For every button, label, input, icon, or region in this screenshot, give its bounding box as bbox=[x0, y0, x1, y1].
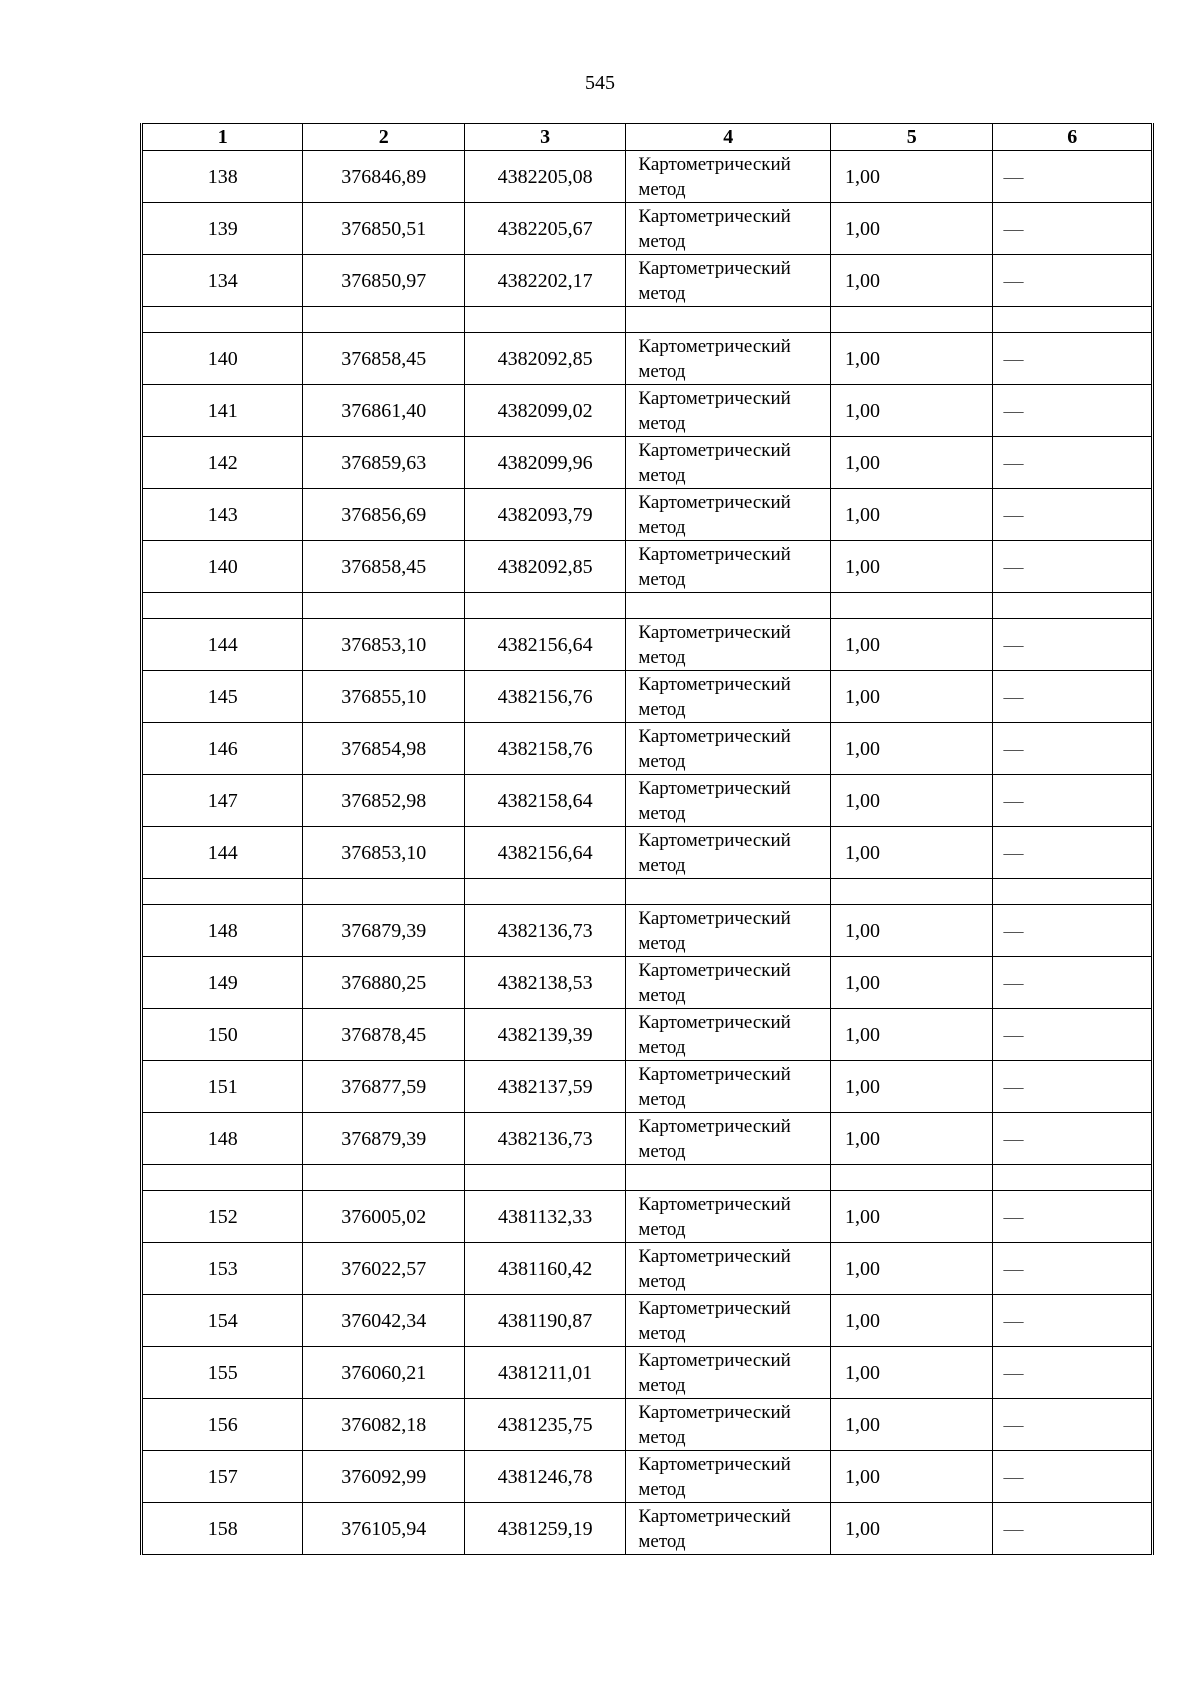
y-coordinate-cell: 4382092,85 bbox=[464, 541, 625, 593]
table-row bbox=[142, 1113, 1153, 1165]
y-coordinate-cell: 4382136,73 bbox=[464, 1113, 625, 1165]
y-coordinate-cell: 4382138,53 bbox=[464, 957, 625, 1009]
table-body bbox=[142, 151, 1153, 1555]
table-row bbox=[142, 1243, 1153, 1295]
note-cell: — bbox=[993, 1113, 1153, 1165]
table-row bbox=[142, 1399, 1153, 1451]
note-cell: — bbox=[993, 671, 1153, 723]
y-coordinate-cell: 4382156,76 bbox=[464, 671, 625, 723]
note-cell: — bbox=[993, 151, 1153, 203]
method-cell: Картометрический метод bbox=[626, 151, 831, 203]
y-coordinate-cell: 4382205,67 bbox=[464, 203, 625, 255]
table-row bbox=[142, 1295, 1153, 1347]
header-cell-3: 3 bbox=[464, 124, 625, 151]
table-row bbox=[142, 775, 1153, 827]
method-cell: Картометрический метод bbox=[626, 1191, 831, 1243]
x-coordinate-cell: 376878,45 bbox=[303, 1009, 464, 1061]
accuracy-cell: 1,00 bbox=[831, 1399, 993, 1451]
note-cell: — bbox=[993, 333, 1153, 385]
empty-cell bbox=[626, 593, 831, 619]
table-row bbox=[142, 1009, 1153, 1061]
point-number-cell: 156 bbox=[142, 1399, 303, 1451]
y-coordinate-cell: 4382099,02 bbox=[464, 385, 625, 437]
y-coordinate-cell: 4381246,78 bbox=[464, 1451, 625, 1503]
table-row bbox=[142, 1191, 1153, 1243]
empty-cell bbox=[142, 879, 303, 905]
accuracy-cell: 1,00 bbox=[831, 1295, 993, 1347]
x-coordinate-cell: 376879,39 bbox=[303, 905, 464, 957]
table-row bbox=[142, 385, 1153, 437]
table-row bbox=[142, 1347, 1153, 1399]
separator-row bbox=[142, 879, 1153, 905]
accuracy-cell: 1,00 bbox=[831, 671, 993, 723]
accuracy-cell: 1,00 bbox=[831, 203, 993, 255]
empty-cell bbox=[831, 307, 993, 333]
x-coordinate-cell: 376856,69 bbox=[303, 489, 464, 541]
accuracy-cell: 1,00 bbox=[831, 1347, 993, 1399]
accuracy-cell: 1,00 bbox=[831, 1191, 993, 1243]
table-row bbox=[142, 437, 1153, 489]
x-coordinate-cell: 376005,02 bbox=[303, 1191, 464, 1243]
x-coordinate-cell: 376858,45 bbox=[303, 333, 464, 385]
note-cell: — bbox=[993, 255, 1153, 307]
x-coordinate-cell: 376855,10 bbox=[303, 671, 464, 723]
note-cell: — bbox=[993, 1191, 1153, 1243]
empty-cell bbox=[464, 879, 625, 905]
point-number-cell: 153 bbox=[142, 1243, 303, 1295]
empty-cell bbox=[303, 1165, 464, 1191]
header-cell-4: 4 bbox=[626, 124, 831, 151]
empty-cell bbox=[142, 1165, 303, 1191]
table-row bbox=[142, 905, 1153, 957]
x-coordinate-cell: 376850,51 bbox=[303, 203, 464, 255]
accuracy-cell: 1,00 bbox=[831, 957, 993, 1009]
note-cell: — bbox=[993, 1295, 1153, 1347]
note-cell: — bbox=[993, 1399, 1153, 1451]
note-cell: — bbox=[993, 1503, 1153, 1555]
y-coordinate-cell: 4382136,73 bbox=[464, 905, 625, 957]
method-cell: Картометрический метод bbox=[626, 671, 831, 723]
point-number-cell: 143 bbox=[142, 489, 303, 541]
y-coordinate-cell: 4381160,42 bbox=[464, 1243, 625, 1295]
method-cell: Картометрический метод bbox=[626, 333, 831, 385]
accuracy-cell: 1,00 bbox=[831, 619, 993, 671]
point-number-cell: 140 bbox=[142, 333, 303, 385]
y-coordinate-cell: 4382158,76 bbox=[464, 723, 625, 775]
x-coordinate-cell: 376022,57 bbox=[303, 1243, 464, 1295]
empty-cell bbox=[831, 1165, 993, 1191]
method-cell: Картометрический метод bbox=[626, 1009, 831, 1061]
accuracy-cell: 1,00 bbox=[831, 1113, 993, 1165]
separator-row bbox=[142, 1165, 1153, 1191]
table-row bbox=[142, 1503, 1153, 1555]
point-number-cell: 142 bbox=[142, 437, 303, 489]
method-cell: Картометрический метод bbox=[626, 385, 831, 437]
point-number-cell: 145 bbox=[142, 671, 303, 723]
point-number-cell: 151 bbox=[142, 1061, 303, 1113]
method-cell: Картометрический метод bbox=[626, 1295, 831, 1347]
y-coordinate-cell: 4381235,75 bbox=[464, 1399, 625, 1451]
point-number-cell: 139 bbox=[142, 203, 303, 255]
empty-cell bbox=[626, 1165, 831, 1191]
accuracy-cell: 1,00 bbox=[831, 1061, 993, 1113]
x-coordinate-cell: 376879,39 bbox=[303, 1113, 464, 1165]
point-number-cell: 144 bbox=[142, 619, 303, 671]
method-cell: Картометрический метод bbox=[626, 957, 831, 1009]
accuracy-cell: 1,00 bbox=[831, 1451, 993, 1503]
point-number-cell: 148 bbox=[142, 905, 303, 957]
table-row bbox=[142, 489, 1153, 541]
header-cell-5: 5 bbox=[831, 124, 993, 151]
note-cell: — bbox=[993, 905, 1153, 957]
empty-cell bbox=[142, 307, 303, 333]
point-number-cell: 154 bbox=[142, 1295, 303, 1347]
method-cell: Картометрический метод bbox=[626, 1451, 831, 1503]
note-cell: — bbox=[993, 385, 1153, 437]
x-coordinate-cell: 376853,10 bbox=[303, 827, 464, 879]
note-cell: — bbox=[993, 1347, 1153, 1399]
table-row bbox=[142, 723, 1153, 775]
separator-row bbox=[142, 593, 1153, 619]
point-number-cell: 141 bbox=[142, 385, 303, 437]
point-number-cell: 150 bbox=[142, 1009, 303, 1061]
point-number-cell: 144 bbox=[142, 827, 303, 879]
point-number-cell: 134 bbox=[142, 255, 303, 307]
x-coordinate-cell: 376042,34 bbox=[303, 1295, 464, 1347]
x-coordinate-cell: 376859,63 bbox=[303, 437, 464, 489]
note-cell: — bbox=[993, 1451, 1153, 1503]
note-cell: — bbox=[993, 541, 1153, 593]
y-coordinate-cell: 4381259,19 bbox=[464, 1503, 625, 1555]
empty-cell bbox=[831, 593, 993, 619]
x-coordinate-cell: 376060,21 bbox=[303, 1347, 464, 1399]
point-number-cell: 152 bbox=[142, 1191, 303, 1243]
method-cell: Картометрический метод bbox=[626, 1399, 831, 1451]
note-cell: — bbox=[993, 1009, 1153, 1061]
empty-cell bbox=[993, 1165, 1153, 1191]
table-row bbox=[142, 255, 1153, 307]
empty-cell bbox=[831, 879, 993, 905]
y-coordinate-cell: 4382139,39 bbox=[464, 1009, 625, 1061]
note-cell: — bbox=[993, 723, 1153, 775]
y-coordinate-cell: 4382099,96 bbox=[464, 437, 625, 489]
point-number-cell: 138 bbox=[142, 151, 303, 203]
note-cell: — bbox=[993, 775, 1153, 827]
point-number-cell: 149 bbox=[142, 957, 303, 1009]
accuracy-cell: 1,00 bbox=[831, 333, 993, 385]
method-cell: Картометрический метод bbox=[626, 827, 831, 879]
y-coordinate-cell: 4382137,59 bbox=[464, 1061, 625, 1113]
y-coordinate-cell: 4382156,64 bbox=[464, 827, 625, 879]
method-cell: Картометрический метод bbox=[626, 905, 831, 957]
accuracy-cell: 1,00 bbox=[831, 385, 993, 437]
y-coordinate-cell: 4381190,87 bbox=[464, 1295, 625, 1347]
empty-cell bbox=[626, 307, 831, 333]
y-coordinate-cell: 4382092,85 bbox=[464, 333, 625, 385]
table-row bbox=[142, 619, 1153, 671]
x-coordinate-cell: 376853,10 bbox=[303, 619, 464, 671]
x-coordinate-cell: 376854,98 bbox=[303, 723, 464, 775]
x-coordinate-cell: 376082,18 bbox=[303, 1399, 464, 1451]
accuracy-cell: 1,00 bbox=[831, 723, 993, 775]
y-coordinate-cell: 4381211,01 bbox=[464, 1347, 625, 1399]
method-cell: Картометрический метод bbox=[626, 1347, 831, 1399]
header-cell-2: 2 bbox=[303, 124, 464, 151]
accuracy-cell: 1,00 bbox=[831, 489, 993, 541]
table-row bbox=[142, 1061, 1153, 1113]
coordinates-table bbox=[140, 123, 1154, 1555]
method-cell: Картометрический метод bbox=[626, 723, 831, 775]
method-cell: Картометрический метод bbox=[626, 775, 831, 827]
empty-cell bbox=[993, 307, 1153, 333]
empty-cell bbox=[464, 307, 625, 333]
empty-cell bbox=[464, 593, 625, 619]
point-number-cell: 157 bbox=[142, 1451, 303, 1503]
x-coordinate-cell: 376877,59 bbox=[303, 1061, 464, 1113]
method-cell: Картометрический метод bbox=[626, 255, 831, 307]
table-row bbox=[142, 203, 1153, 255]
accuracy-cell: 1,00 bbox=[831, 1503, 993, 1555]
point-number-cell: 148 bbox=[142, 1113, 303, 1165]
method-cell: Картометрический метод bbox=[626, 437, 831, 489]
method-cell: Картометрический метод bbox=[626, 1113, 831, 1165]
y-coordinate-cell: 4382205,08 bbox=[464, 151, 625, 203]
accuracy-cell: 1,00 bbox=[831, 827, 993, 879]
x-coordinate-cell: 376850,97 bbox=[303, 255, 464, 307]
x-coordinate-cell: 376846,89 bbox=[303, 151, 464, 203]
method-cell: Картометрический метод bbox=[626, 619, 831, 671]
accuracy-cell: 1,00 bbox=[831, 437, 993, 489]
accuracy-cell: 1,00 bbox=[831, 151, 993, 203]
page-number: 545 bbox=[585, 72, 615, 94]
empty-cell bbox=[993, 879, 1153, 905]
method-cell: Картометрический метод bbox=[626, 541, 831, 593]
table-row bbox=[142, 333, 1153, 385]
empty-cell bbox=[303, 593, 464, 619]
note-cell: — bbox=[993, 1061, 1153, 1113]
accuracy-cell: 1,00 bbox=[831, 255, 993, 307]
point-number-cell: 147 bbox=[142, 775, 303, 827]
method-cell: Картометрический метод bbox=[626, 1503, 831, 1555]
method-cell: Картометрический метод bbox=[626, 1061, 831, 1113]
empty-cell bbox=[142, 593, 303, 619]
x-coordinate-cell: 376858,45 bbox=[303, 541, 464, 593]
note-cell: — bbox=[993, 437, 1153, 489]
accuracy-cell: 1,00 bbox=[831, 775, 993, 827]
point-number-cell: 140 bbox=[142, 541, 303, 593]
separator-row bbox=[142, 307, 1153, 333]
accuracy-cell: 1,00 bbox=[831, 905, 993, 957]
note-cell: — bbox=[993, 619, 1153, 671]
empty-cell bbox=[993, 593, 1153, 619]
empty-cell bbox=[303, 879, 464, 905]
empty-cell bbox=[303, 307, 464, 333]
header-cell-6: 6 bbox=[993, 124, 1153, 151]
x-coordinate-cell: 376861,40 bbox=[303, 385, 464, 437]
method-cell: Картометрический метод bbox=[626, 489, 831, 541]
note-cell: — bbox=[993, 827, 1153, 879]
accuracy-cell: 1,00 bbox=[831, 541, 993, 593]
note-cell: — bbox=[993, 1243, 1153, 1295]
x-coordinate-cell: 376092,99 bbox=[303, 1451, 464, 1503]
empty-cell bbox=[464, 1165, 625, 1191]
y-coordinate-cell: 4382158,64 bbox=[464, 775, 625, 827]
point-number-cell: 158 bbox=[142, 1503, 303, 1555]
note-cell: — bbox=[993, 203, 1153, 255]
y-coordinate-cell: 4381132,33 bbox=[464, 1191, 625, 1243]
x-coordinate-cell: 376105,94 bbox=[303, 1503, 464, 1555]
header-row bbox=[142, 124, 1153, 151]
note-cell: — bbox=[993, 489, 1153, 541]
empty-cell bbox=[626, 879, 831, 905]
header-cell-1: 1 bbox=[142, 124, 303, 151]
method-cell: Картометрический метод bbox=[626, 203, 831, 255]
accuracy-cell: 1,00 bbox=[831, 1243, 993, 1295]
point-number-cell: 155 bbox=[142, 1347, 303, 1399]
table-row bbox=[142, 827, 1153, 879]
table-row bbox=[142, 1451, 1153, 1503]
note-cell: — bbox=[993, 957, 1153, 1009]
table-row bbox=[142, 541, 1153, 593]
method-cell: Картометрический метод bbox=[626, 1243, 831, 1295]
x-coordinate-cell: 376852,98 bbox=[303, 775, 464, 827]
y-coordinate-cell: 4382202,17 bbox=[464, 255, 625, 307]
table-row bbox=[142, 671, 1153, 723]
x-coordinate-cell: 376880,25 bbox=[303, 957, 464, 1009]
accuracy-cell: 1,00 bbox=[831, 1009, 993, 1061]
y-coordinate-cell: 4382093,79 bbox=[464, 489, 625, 541]
y-coordinate-cell: 4382156,64 bbox=[464, 619, 625, 671]
table-row bbox=[142, 957, 1153, 1009]
point-number-cell: 146 bbox=[142, 723, 303, 775]
table-row bbox=[142, 151, 1153, 203]
